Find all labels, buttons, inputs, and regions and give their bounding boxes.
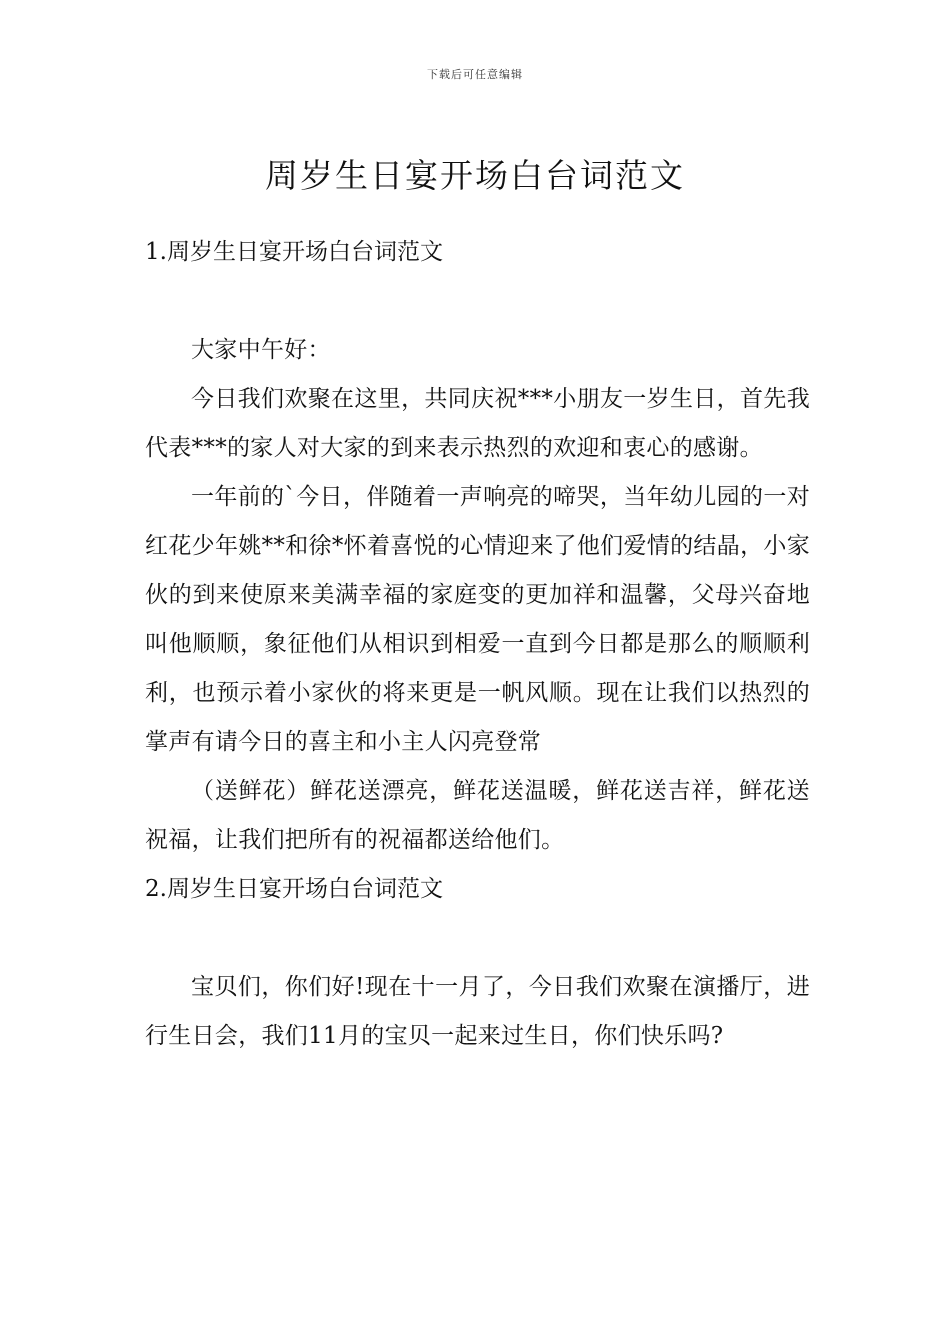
blank-line bbox=[145, 277, 810, 326]
blank-line bbox=[145, 914, 810, 963]
section-heading: 2.周岁生日宴开场白台词范文 bbox=[145, 876, 443, 902]
section-heading: 1.周岁生日宴开场白台词范文 bbox=[145, 239, 443, 265]
paragraph: 一年前的`今日，伴随着一声响亮的啼哭，当年幼儿园的一对红花少年姚**和徐*怀着喜悦的心情迎来了他们爱情的结晶，小家伙的到来使原来美满幸福的家庭变的更加祥和温馨，父母兴奋地叫他顺顺，象征他们从相识到相爱一直到今日都是那么的顺顺利利，也预示着小家伙的将来更是一帆风顺。现在让我们以热烈的掌声有请今日的喜主和小主人闪亮登常 bbox=[145, 484, 810, 755]
paragraph: 大家中午好： bbox=[191, 337, 331, 363]
document-body bbox=[145, 228, 810, 1061]
document-title: 周岁生日宴开场白台词范文 bbox=[265, 156, 685, 196]
section-2 bbox=[145, 865, 810, 1061]
paragraph: 宝贝们，你们好!现在十一月了，今日我们欢聚在演播厅，进行生日会，我们11月的宝贝一起来过生日，你们快乐吗? bbox=[145, 974, 810, 1049]
section-1 bbox=[145, 228, 810, 865]
header-note: 下载后可任意编辑 bbox=[427, 68, 523, 81]
paragraph: 今日我们欢聚在这里，共同庆祝***小朋友一岁生日，首先我代表***的家人对大家的到来表示热烈的欢迎和衷心的感谢。 bbox=[145, 386, 810, 461]
paragraph: （送鲜花）鲜花送漂亮，鲜花送温暖，鲜花送吉祥，鲜花送祝福，让我们把所有的祝福都送给他们。 bbox=[145, 778, 810, 853]
